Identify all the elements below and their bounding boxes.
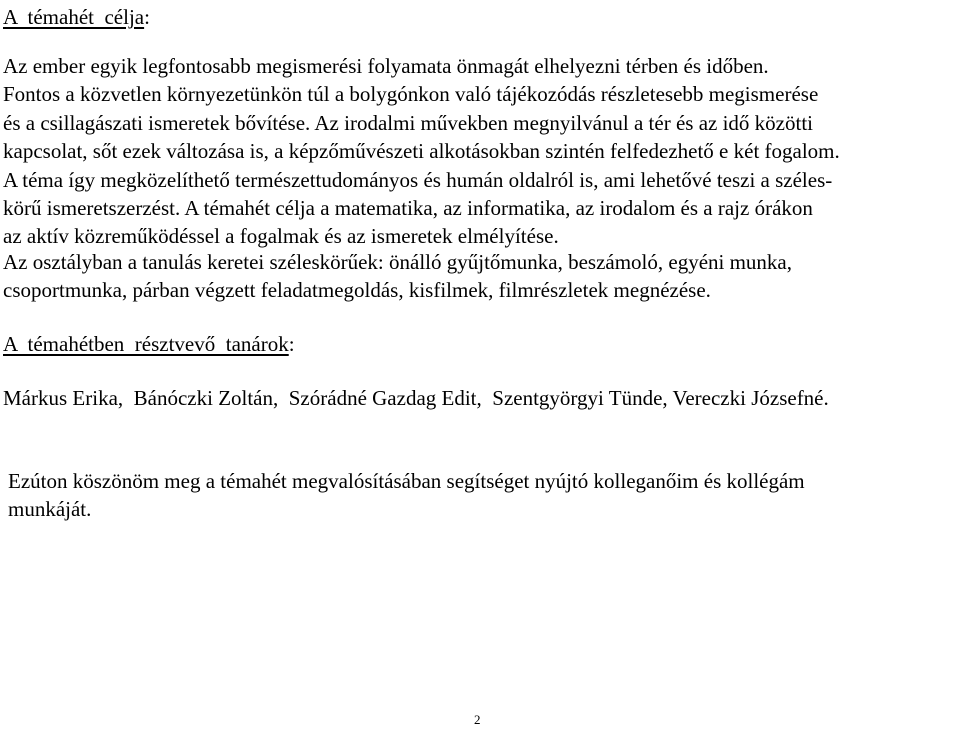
paragraph-line: körű ismeretszerzést. A témahét célja a matematika, az informatika, az irodalom és a rajz órákon [3, 196, 813, 221]
thanks-paragraph [8, 467, 805, 523]
aim-heading-colon: : [144, 5, 150, 29]
paragraph-line: az aktív közreműködéssel a fogalmak és az ismeretek elmélyítése. [3, 224, 559, 249]
paragraph-line: munkáját. [8, 497, 92, 521]
aim-heading-text: A témahét célja [3, 5, 145, 29]
teachers-heading [3, 331, 295, 357]
paragraph-line: Az ember egyik legfontosabb megismerési folyamata önmagát elhelyezni térben és időben. [3, 54, 769, 78]
teachers-heading-colon: : [288, 332, 295, 356]
paragraph-line: Fontos a közvetlen környezetünkön túl a bolygónkon való tájékozódás részletesebb megismerése [3, 82, 819, 107]
paragraph-line: csoportmunka, párban végzett feladatmegoldás, kisfilmek, filmrészletek megnézése. [3, 278, 711, 303]
paragraph-line: A téma így megközelíthető természettudományos és humán oldalról is, ami lehetővé teszi a széles- [3, 167, 833, 192]
paragraph-line: Az osztályban a tanulás keretei széleskörűek: önálló gyűjtőmunka, beszámoló, egyéni munka, [3, 250, 793, 274]
teachers-names: Márkus Erika, Bánóczki Zoltán, Szórádné Gazdag Edit, Szentgyörgyi Tünde, Vereczki Józsefné. [3, 386, 829, 410]
page-number: 2 [474, 712, 481, 727]
paragraph-line: kapcsolat, sőt ezek változása is, a képzőművészeti alkotásokban szintén felfedezhető e két fogalom. [3, 139, 840, 164]
aim-heading [3, 4, 150, 30]
methods-paragraph [3, 248, 955, 305]
teachers-heading-text: A témahétben résztvevő tanárok [3, 332, 289, 356]
paragraph-line: Ezúton köszönöm meg a témahét megvalósításában segítséget nyújtó kolleganőim és kollégám [8, 469, 805, 493]
paragraph-line: és a csillagászati ismeretek bővítése. Az irodalmi művekben megnyilvánul a tér és az idő közötti [3, 110, 813, 135]
aim-paragraph [3, 52, 955, 251]
